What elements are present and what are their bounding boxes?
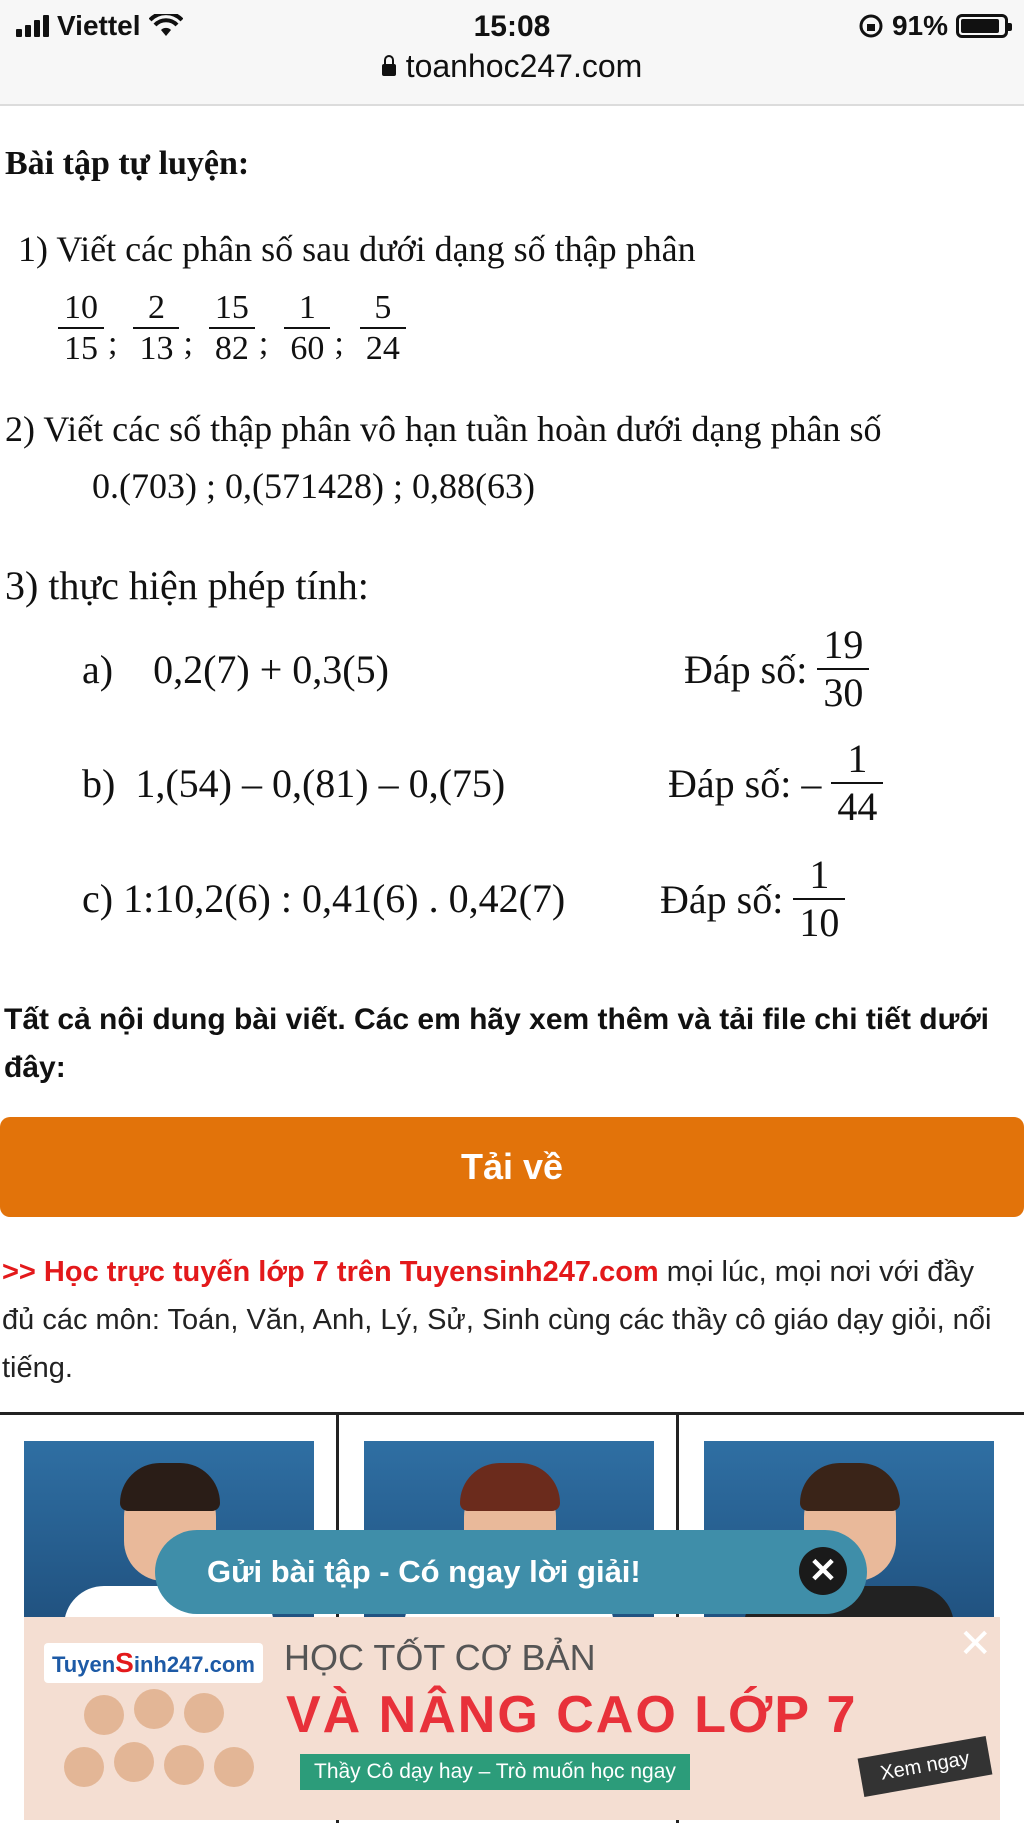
fraction: $\frac{1}{60}$: [284, 288, 330, 368]
fraction-separator: ;: [334, 325, 344, 363]
battery-percent: 91%: [891, 10, 948, 41]
ad-banner[interactable]: [24, 1617, 1000, 1820]
fraction: $\frac{5}{24}$: [360, 288, 406, 368]
rotation-lock-icon: [858, 13, 884, 39]
fraction: $\frac{2}{13}$: [133, 288, 179, 368]
url-text: toanhoc247.com: [405, 48, 643, 84]
address-bar[interactable]: [0, 44, 1024, 106]
ad-tagline: Thầy Cô dạy hay – Trò muốn học ngay: [300, 1754, 690, 1790]
question-2: 2) Viết các số thập phân vô hạn tuần hoàn dưới dạng phân số: [5, 409, 882, 449]
question-2-values: 0.(703) ; 0,(571428) ; 0,88(63): [92, 466, 535, 506]
promo-link[interactable]: >> Học trực tuyến lớp 7 trên Tuyensinh247.com: [2, 1256, 659, 1288]
fraction-separator: ;: [183, 325, 193, 363]
ad-logo: TuyenSinh247.com: [44, 1643, 263, 1683]
question-3: 3) thực hiện phép tính:: [5, 563, 369, 608]
article-text: Tất cả nội dung bài viết. Các em hãy xem thêm và tải file chi tiết dưới đây:: [4, 1003, 989, 1084]
lock-icon: [382, 64, 396, 76]
carrier-name: Viettel: [57, 10, 141, 41]
fraction: $\frac{10}{15}$: [58, 288, 104, 368]
exercise-heading: Bài tập tự luyện:: [5, 145, 250, 182]
close-icon[interactable]: ✕: [799, 1547, 847, 1595]
ad-line-2: VÀ NÂNG CAO LỚP 7: [286, 1686, 858, 1744]
ad-cta-button[interactable]: Xem ngay: [858, 1736, 993, 1797]
ad-people-image: [54, 1687, 274, 1820]
question-1: 1) Viết các phân số sau dưới dạng số thập phân: [18, 229, 696, 269]
item-c-expression: c) 1:10,2(6) : 0,41(6) . 0,42(7): [82, 876, 566, 921]
fraction-separator: ;: [108, 325, 118, 363]
download-button[interactable]: Tải về: [0, 1117, 1024, 1217]
battery-icon: [956, 14, 1008, 38]
promo-text: >> Học trực tuyến lớp 7 trên Tuyensinh247.com mọi lúc, mọi nơi với đầy đủ các môn: Toán, Văn, Anh, Lý, Sử, Sinh cùng các thầy cô giáo dạy giỏi, nổi tiếng.: [2, 1256, 992, 1384]
item-a-answer: Đáp số: $\frac{19}{30}$: [684, 622, 869, 716]
banner-text: Gửi bài tập - Có ngay lời giải!: [207, 1554, 641, 1589]
clock: 15:08: [473, 10, 551, 43]
ad-close-icon[interactable]: ✕: [958, 1622, 992, 1666]
question-1-fractions: [58, 288, 406, 368]
battery-info: [858, 10, 1008, 42]
fraction: $\frac{15}{82}$: [209, 288, 255, 368]
item-c-answer: Đáp số: $\frac{1}{10}$: [660, 852, 845, 946]
item-a-expression: a) 0,2(7) + 0,3(5): [82, 647, 389, 692]
fraction-separator: ;: [258, 325, 269, 363]
item-b-answer: Đáp số: – $\frac{1}{44}$: [668, 736, 883, 830]
item-b-expression: b) 1,(54) – 0,(81) – 0,(75): [82, 761, 506, 806]
submit-homework-banner[interactable]: [155, 1530, 867, 1614]
ad-line-1: HỌC TỐT CƠ BẢN: [284, 1637, 596, 1678]
